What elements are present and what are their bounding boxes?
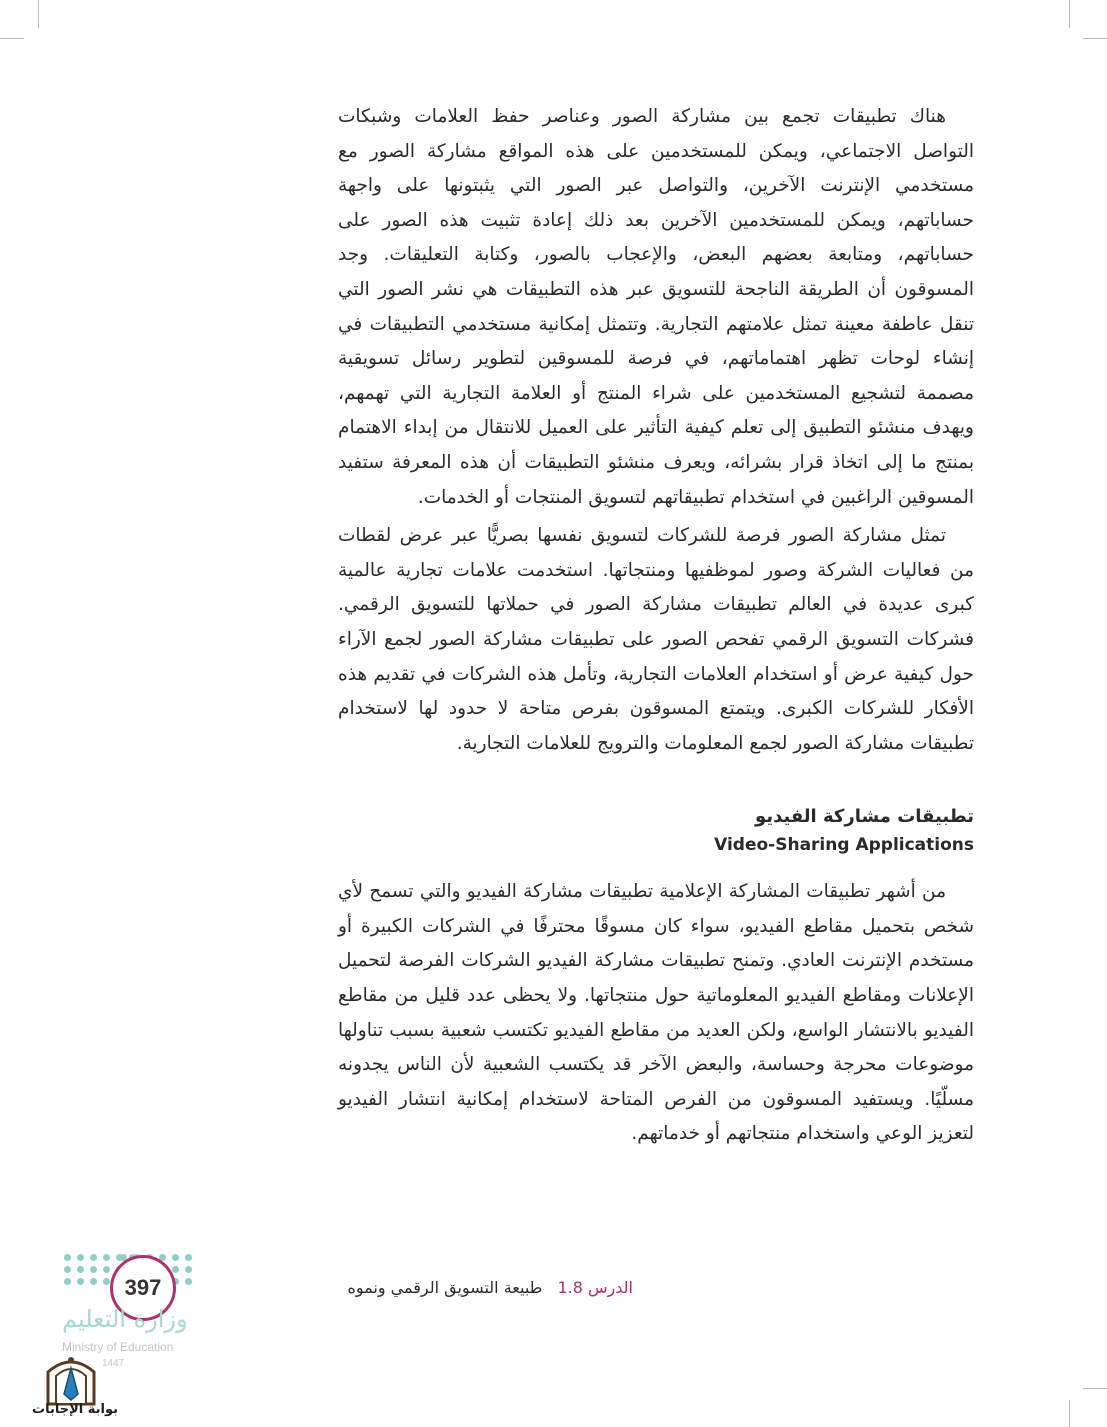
crop-mark xyxy=(0,38,24,39)
ministry-name-en: Ministry of Education xyxy=(62,1340,174,1354)
crop-mark xyxy=(38,0,39,28)
crop-mark xyxy=(1083,1388,1107,1389)
page-number: 397 xyxy=(110,1255,176,1321)
site-name: بوابة الإجابات xyxy=(32,1402,118,1417)
lesson-footer xyxy=(348,1278,634,1297)
crop-mark xyxy=(1069,0,1070,28)
page-body xyxy=(338,100,974,1152)
paragraph-video-sharing: من أشهر تطبيقات المشاركة الإعلامية تطبيقات مشاركة الفيديو والتي تسمح لأي شخص بتحميل مقاطع الفيديو، سواء كان مسوقًا محترفًا في الشركات الكبيرة أو مستخدم الإنترنت العادي. وتمنح تطبيقات مشاركة الفيديو الشركات الفرصة لتحميل الإعلانات ومقاطع الفيديو المعلوماتية حول منتجاتها. ولا يحظى عدد قليل من مقاطع الفيديو بالانتشار الواسع، ولكن العديد من مقاطع الفيديو تكتسب شعبية بسبب تناولها موضوعات محرجة وحساسة، والبعض الآخر قد يكتسب الشعبية لأن الناس يجدونه مسلّيًا. ويستفيد المسوقون من الفرص المتاحة لاستخدام إمكانية انتشار الفيديو لتعزيز الوعي واستخدام منتجاتهم أو خدماتهم. xyxy=(338,881,974,1145)
paragraph-photo-apps: هناك تطبيقات تجمع بين مشاركة الصور وعناصر حفظ العلامات وشبكات التواصل الاجتماعي، ويمكن للمستخدمين على هذه المواقع مشاركة الصور مع مستخدمي الإنترنت الآخرين، والتواصل عبر الصور التي يثبتونها على واجهة حساباتهم، ويمكن للمستخدمين الآخرين بعد ذلك إعادة تثبيت هذه الصور على حساباتهم، ومتابعة بعضهم البعض، والإعجاب بالصور، وكتابة التعليقات. وجد المسوقون أن الطريقة الناجحة للتسويق عبر هذه التطبيقات هي نشر الصور التي تنقل عاطفة معينة تمثل علامتهم التجارية. وتتمثل إمكانية مستخدمي التطبيقات في إنشاء لوحات تظهر اهتماماتهم، في فرصة للمسوقين لتطوير رسائل تسويقية مصممة لتشجيع المستخدمين على شراء المنتج أو العلامة التجارية التي تهمهم، ويهدف منشئو التطبيق إلى تعلم كيفية التأثير على العميل للانتقال من إبداء الاهتمام بمنتج ما إلى اتخاذ قرار بشرائه، ويعرف منشئو التطبيقات أن هذه المعرفة ستفيد المسوقين الراغبين في استخدام تطبيقاتهم لتسويق المنتجات أو الخدمات. xyxy=(338,106,974,508)
crop-mark xyxy=(1083,38,1107,39)
crop-mark xyxy=(1069,1400,1070,1427)
paragraph-photo-marketing: تمثل مشاركة الصور فرصة للشركات لتسويق نفسها بصريًّا عبر عرض لقطات من فعاليات الشركة وصور لموظفيها ومنتجاتها. استخدمت علامات تجارية عالمية كبرى عديدة في العالم تطبيقات مشاركة الصور في حملاتها للتسويق الرقمي. فشركات التسويق الرقمي تفحص الصور على تطبيقات مشاركة الصور لجمع الآراء حول كيفية عرض أو استخدام العلامات التجارية، وتأمل هذه الشركات في تقديم هذه الأفكار للشركات الكبرى. ويتمتع المسوقون بفرص متاحة لا حدود لها لاستخدام تطبيقات مشاركة الصور لجمع المعلومات والترويج للعلامات التجارية. xyxy=(338,525,974,754)
section-title-en: Video-Sharing Applications xyxy=(714,835,974,856)
edition-year: 1447 xyxy=(102,1358,125,1369)
ministry-name-ar: وزارة التعليم xyxy=(62,1305,188,1333)
site-logo-icon xyxy=(36,1350,106,1406)
lesson-title: طبيعة التسويق الرقمي ونموه xyxy=(347,1278,543,1297)
section-title-ar: تطبيقات مشاركة الفيديو xyxy=(755,806,974,828)
lesson-label: الدرس 1.8 xyxy=(557,1278,633,1297)
